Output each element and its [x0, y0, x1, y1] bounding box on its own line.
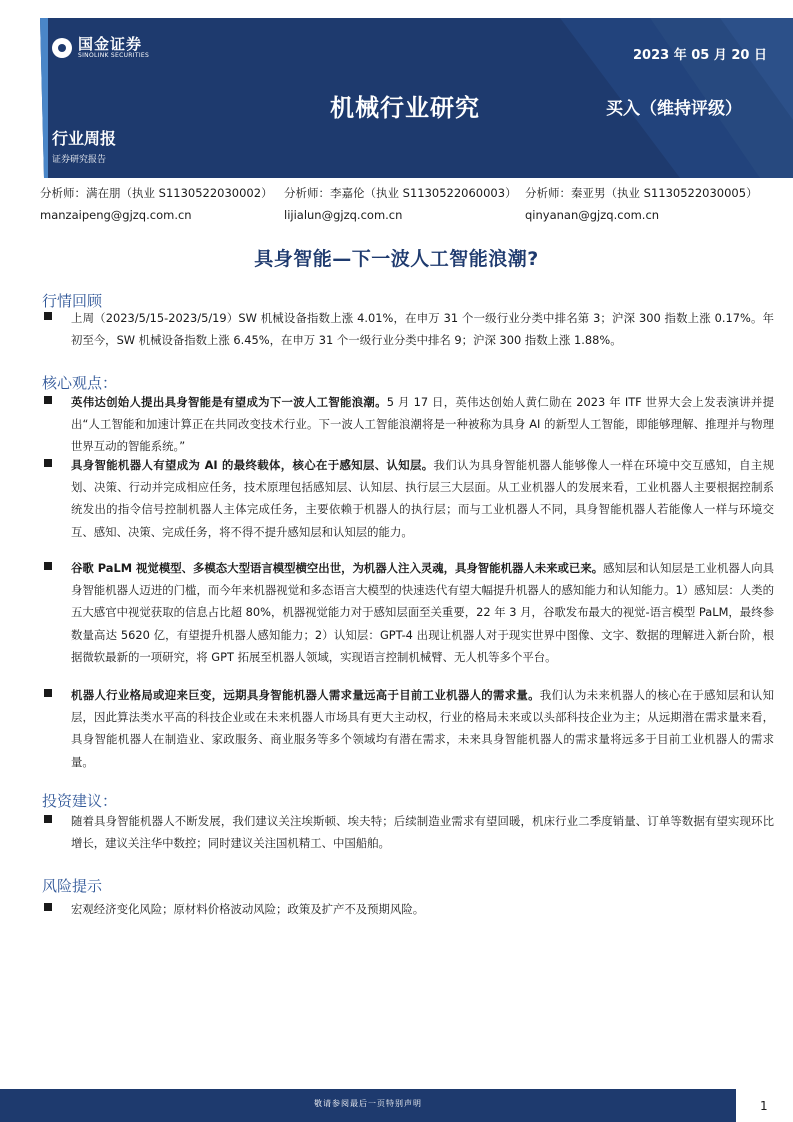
bullet-square-icon	[44, 815, 52, 823]
analyst-entry	[284, 184, 517, 224]
bullet-text: 我们认为未来机器人的核心在于感知层和认知层，因此算法类水平高的科技企业或在未来机器人市场具有更大主动权，行业的格局未来或以头部科技企业为主；从远期潜在需求量来看，具身智能机器人在制造业、家政服务、商业服务等多个领域均有潜在需求，未来具身智能机器人的需求量将远多于目前工业机器人的需求量。	[71, 688, 774, 769]
industry-title: 机械行业研究	[330, 94, 480, 122]
list-item	[44, 898, 774, 920]
bullet-square-icon	[44, 562, 52, 570]
analyst-entry	[525, 184, 758, 224]
bullet-square-icon	[44, 689, 52, 697]
report-subtitle: 证券研究报告	[52, 155, 107, 165]
list-item	[44, 391, 774, 458]
bullet-square-icon	[44, 312, 52, 320]
analyst-name: 分析师：满在朋（执业 S1130522030002）	[40, 186, 273, 200]
list-item	[44, 684, 774, 773]
brand-logo	[52, 36, 149, 60]
bullet-text: 宏观经济变化风险；原材料价格波动风险；政策及扩产不及预期风险。	[71, 902, 425, 916]
section-title-invest: 投资建议：	[42, 792, 118, 810]
bullet-lead: 英伟达创始人提出具身智能是有望成为下一波人工智能浪潮。	[71, 395, 387, 409]
list-item	[44, 557, 774, 668]
bullet-lead: 具身智能机器人有望成为 AI 的最终载体，核心在于感知层、认知层。	[71, 458, 434, 472]
brand-name-cn: 国金证券	[78, 35, 143, 53]
analyst-name: 分析师：秦亚男（执业 S1130522030005）	[525, 186, 758, 200]
bullet-square-icon	[44, 459, 52, 467]
section-title-market: 行情回顾	[42, 292, 103, 310]
rating-label: 买入（维持评级）	[606, 99, 742, 119]
list-item	[44, 810, 774, 854]
bullet-lead: 谷歌 PaLM 视觉模型、多模态大型语言模型横空出世，为机器人注入灵魂，具身智能机器人未来或已来。	[71, 561, 604, 575]
bullet-text: 感知层和认知层是工业机器人向具身智能机器人迈进的门槛，而今年来机器视觉和多态语言大模型的快速迭代有望大幅提升机器人的感知能力和认知能力。1）感知层：人类的五大感官中视觉获取的信息占比超 80%，机器视觉能力对于感知层面至关重要，22 年 3 月，谷歌发布最大的视觉-语言模型 PaLM，最终参数量高达 5620 亿，有望提升机器人感知能力；2）认知层：GPT-4 出现让机器人对于现实世界中图像、文字、数据的理解进入新台阶，根据微软最新的一项研究，将 GPT 拓展至机器人领域，实现语言控制机械臂、无人机等多个平台。	[71, 561, 774, 664]
bullet-square-icon	[44, 396, 52, 404]
analyst-email[interactable]: lijialun@gjzq.com.cn	[284, 208, 403, 222]
bullet-lead: 机器人行业格局或迎来巨变，远期具身智能机器人需求量远高于目前工业机器人的需求量。	[71, 688, 540, 702]
analyst-entry	[40, 184, 273, 224]
bullet-text: 我们认为具身智能机器人能够像人一样在环境中交互感知，自主规划、决策、行动并完成相应任务，技术原理包括感知层、认知层、执行层三大层面。从工业机器人的发展来看，工业机器人主要根据控制系统发出的指令信号控制机器人主体完成任务，主要依赖于机器人的执行层；而与工业机器人不同，具身智能机器人若能像人一样与环境交互、感知、决策、完成任务，将不得不提升感知层和认知层的能力。	[71, 458, 774, 539]
bullet-square-icon	[44, 903, 52, 911]
report-type: 行业周报	[52, 129, 117, 148]
analyst-name: 分析师：李嘉伦（执业 S1130522060003）	[284, 186, 517, 200]
bullet-text: 5 月 17 日，英伟达创始人黄仁勋在 2023 年 ITF 世界大会上发表演讲并提出“人工智能和加速计算正在共同改变技术行业。下一波人工智能浪潮将是一种被称为具身 AI 的新型人工智能，即能够理解、推理并与物理世界互动的智能系统。”	[71, 395, 774, 454]
report-date: 2023 年 05 月 20 日	[633, 48, 767, 63]
analyst-email[interactable]: qinyanan@gjzq.com.cn	[525, 208, 660, 222]
bullet-text: 上周（2023/5/15-2023/5/19）SW 机械设备指数上涨 4.01%，在申万 31 个一级行业分类中排名第 3；沪深 300 指数上涨 0.17%。年初至今，SW 机械设备指数上涨 6.45%，在申万 31 个一级行业分类中排名 9；沪深 300 指数上涨 1.88%。	[71, 311, 774, 348]
page-number: 1	[760, 1099, 768, 1113]
report-header	[0, 0, 793, 178]
analyst-email[interactable]: manzaipeng@gjzq.com.cn	[40, 208, 192, 222]
section-title-views: 核心观点：	[42, 374, 118, 392]
list-item	[44, 454, 774, 543]
bullet-text: 随着具身智能机器人不断发展，我们建议关注埃斯顿、埃夫特；后续制造业需求有望回暖，机床行业二季度销量、订单等数据有望实现环比增长，建议关注华中数控；同时建议关注国机精工、中国船舶。	[71, 814, 774, 851]
footer-disclaimer[interactable]: 敬请参阅最后一页特别声明	[314, 1099, 422, 1108]
list-item	[44, 307, 774, 351]
section-title-risk: 风险提示	[42, 877, 103, 895]
brand-name-en: SINOLINK SECURITIES	[78, 52, 150, 59]
report-title: 具身智能—下一波人工智能浪潮?	[254, 248, 539, 270]
logo-mark-icon	[52, 38, 72, 58]
